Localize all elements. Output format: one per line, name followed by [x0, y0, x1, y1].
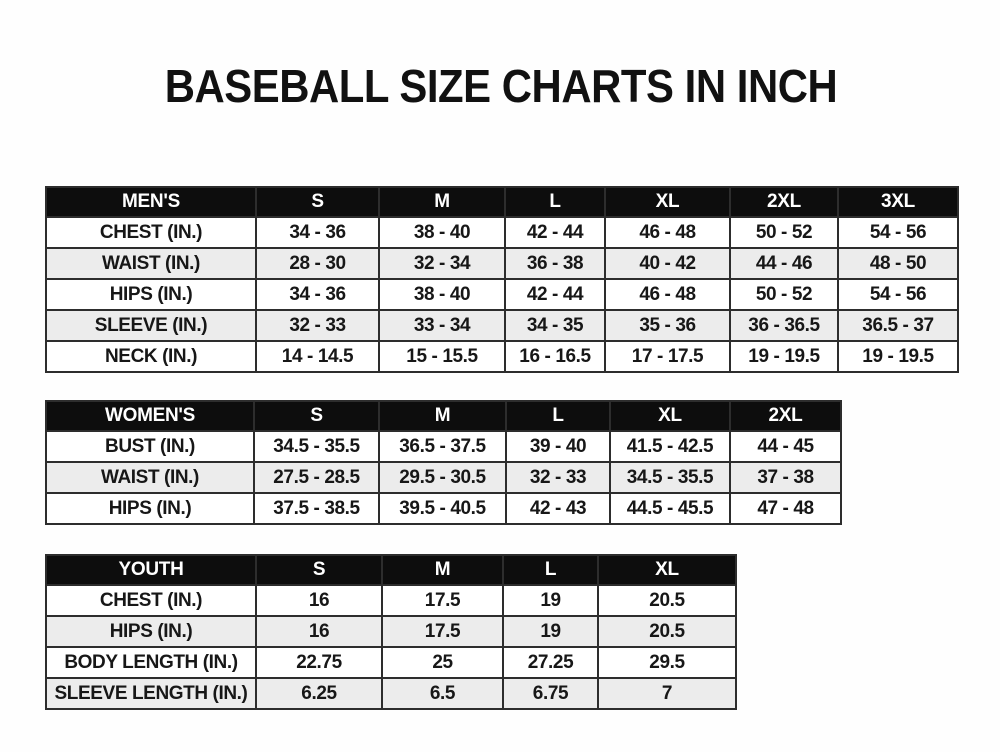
measurement-value-cell: 33 - 34 [379, 310, 505, 341]
measurement-value-cell: 16 - 16.5 [505, 341, 605, 372]
measurement-value-cell: 41.5 - 42.5 [610, 431, 730, 462]
size-column-header: 2XL [730, 187, 838, 217]
measurement-value-cell: 47 - 48 [730, 493, 841, 524]
size-column-header: S [256, 187, 379, 217]
header-row [46, 187, 958, 217]
measurement-value-cell: 54 - 56 [838, 217, 958, 248]
measurement-value-cell: 32 - 34 [379, 248, 505, 279]
measurement-value-cell: 22.75 [256, 647, 382, 678]
table-title-cell: MEN'S [46, 187, 256, 217]
title-area [45, 0, 957, 112]
measurement-value-cell: 29.5 - 30.5 [379, 462, 506, 493]
measurement-value-cell: 17.5 [382, 616, 503, 647]
table-row [46, 279, 958, 310]
measurement-value-cell: 34 - 35 [505, 310, 605, 341]
measurement-value-cell: 7 [598, 678, 736, 709]
table-row [46, 341, 958, 372]
measurement-label-cell: CHEST (IN.) [46, 585, 256, 616]
measurement-value-cell: 34.5 - 35.5 [610, 462, 730, 493]
size-column-header: XL [598, 555, 736, 585]
measurement-value-cell: 20.5 [598, 616, 736, 647]
measurement-value-cell: 27.5 - 28.5 [254, 462, 379, 493]
measurement-value-cell: 42 - 44 [505, 217, 605, 248]
measurement-value-cell: 19 [503, 585, 598, 616]
measurement-value-cell: 36.5 - 37.5 [379, 431, 506, 462]
womens-size-table [45, 400, 842, 525]
measurement-value-cell: 44 - 46 [730, 248, 838, 279]
measurement-value-cell: 36 - 38 [505, 248, 605, 279]
youth-size-table [45, 554, 737, 710]
measurement-value-cell: 50 - 52 [730, 279, 838, 310]
table-row [46, 310, 958, 341]
measurement-value-cell: 39 - 40 [506, 431, 610, 462]
measurement-value-cell: 37.5 - 38.5 [254, 493, 379, 524]
measurement-value-cell: 34 - 36 [256, 217, 379, 248]
measurement-value-cell: 25 [382, 647, 503, 678]
measurement-value-cell: 27.25 [503, 647, 598, 678]
measurement-value-cell: 34 - 36 [256, 279, 379, 310]
measurement-value-cell: 34.5 - 35.5 [254, 431, 379, 462]
measurement-label-cell: SLEEVE LENGTH (IN.) [46, 678, 256, 709]
measurement-value-cell: 50 - 52 [730, 217, 838, 248]
table-row [46, 462, 841, 493]
size-column-header: L [505, 187, 605, 217]
measurement-value-cell: 32 - 33 [256, 310, 379, 341]
table-row [46, 431, 841, 462]
measurement-value-cell: 46 - 48 [605, 279, 730, 310]
measurement-label-cell: HIPS (IN.) [46, 493, 254, 524]
size-column-header: M [382, 555, 503, 585]
measurement-value-cell: 36 - 36.5 [730, 310, 838, 341]
measurement-label-cell: CHEST (IN.) [46, 217, 256, 248]
size-column-header: S [256, 555, 382, 585]
measurement-label-cell: HIPS (IN.) [46, 616, 256, 647]
header-row [46, 555, 736, 585]
measurement-label-cell: HIPS (IN.) [46, 279, 256, 310]
size-column-header: S [254, 401, 379, 431]
measurement-label-cell: NECK (IN.) [46, 341, 256, 372]
measurement-value-cell: 54 - 56 [838, 279, 958, 310]
size-column-header: 2XL [730, 401, 841, 431]
size-column-header: XL [610, 401, 730, 431]
measurement-value-cell: 6.75 [503, 678, 598, 709]
measurement-value-cell: 36.5 - 37 [838, 310, 958, 341]
size-column-header: M [379, 187, 505, 217]
measurement-label-cell: SLEEVE (IN.) [46, 310, 256, 341]
measurement-value-cell: 44 - 45 [730, 431, 841, 462]
measurement-value-cell: 17 - 17.5 [605, 341, 730, 372]
measurement-value-cell: 28 - 30 [256, 248, 379, 279]
table-row [46, 647, 736, 678]
measurement-value-cell: 48 - 50 [838, 248, 958, 279]
measurement-label-cell: BODY LENGTH (IN.) [46, 647, 256, 678]
measurement-value-cell: 19 [503, 616, 598, 647]
table-row [46, 678, 736, 709]
table-row [46, 585, 736, 616]
table-row [46, 493, 841, 524]
measurement-value-cell: 38 - 40 [379, 279, 505, 310]
measurement-value-cell: 19 - 19.5 [838, 341, 958, 372]
measurement-value-cell: 29.5 [598, 647, 736, 678]
measurement-value-cell: 40 - 42 [605, 248, 730, 279]
size-column-header: 3XL [838, 187, 958, 217]
table-row [46, 217, 958, 248]
size-column-header: L [506, 401, 610, 431]
measurement-value-cell: 19 - 19.5 [730, 341, 838, 372]
measurement-value-cell: 37 - 38 [730, 462, 841, 493]
measurement-value-cell: 35 - 36 [605, 310, 730, 341]
page-title: BASEBALL SIZE CHARTS IN INCH [164, 60, 838, 112]
measurement-value-cell: 16 [256, 585, 382, 616]
table-row [46, 248, 958, 279]
size-column-header: M [379, 401, 506, 431]
size-column-header: XL [605, 187, 730, 217]
measurement-value-cell: 42 - 43 [506, 493, 610, 524]
measurement-value-cell: 6.25 [256, 678, 382, 709]
measurement-value-cell: 32 - 33 [506, 462, 610, 493]
table-title-cell: WOMEN'S [46, 401, 254, 431]
measurement-value-cell: 17.5 [382, 585, 503, 616]
measurement-value-cell: 6.5 [382, 678, 503, 709]
measurement-value-cell: 42 - 44 [505, 279, 605, 310]
measurement-label-cell: BUST (IN.) [46, 431, 254, 462]
measurement-label-cell: WAIST (IN.) [46, 248, 256, 279]
table-row [46, 616, 736, 647]
measurement-value-cell: 38 - 40 [379, 217, 505, 248]
measurement-label-cell: WAIST (IN.) [46, 462, 254, 493]
header-row [46, 401, 841, 431]
measurement-value-cell: 44.5 - 45.5 [610, 493, 730, 524]
measurement-value-cell: 39.5 - 40.5 [379, 493, 506, 524]
table-title-cell: YOUTH [46, 555, 256, 585]
measurement-value-cell: 15 - 15.5 [379, 341, 505, 372]
measurement-value-cell: 16 [256, 616, 382, 647]
measurement-value-cell: 20.5 [598, 585, 736, 616]
size-column-header: L [503, 555, 598, 585]
measurement-value-cell: 46 - 48 [605, 217, 730, 248]
measurement-value-cell: 14 - 14.5 [256, 341, 379, 372]
mens-size-table [45, 186, 959, 373]
